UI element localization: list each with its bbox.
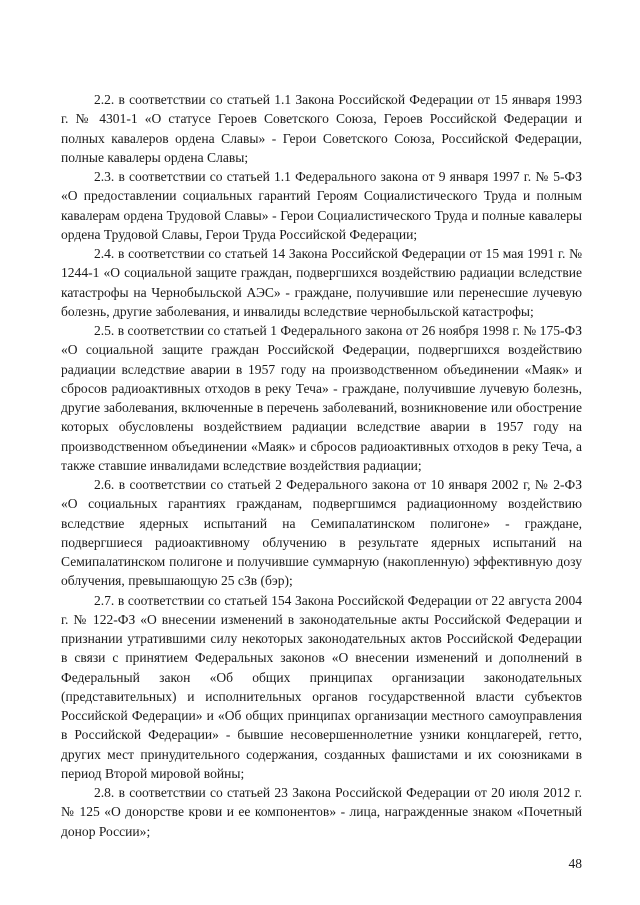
paragraph-2-4: 2.4. в соответствии со статьей 14 Закона Российской Федерации от 15 мая 1991 г. № 1244-1 «О социальной защите граждан, подвергшихся воздействию радиации вследствие катастрофы на Чернобыльской АЭС» - граждане, получившие или перенесшие лучевую болезнь, другие заболевания, и инвалиды вследствие чернобыльской катастрофы; bbox=[61, 246, 582, 319]
paragraph-2-3: 2.3. в соответствии со статьей 1.1 Федерального закона от 9 января 1997 г. № 5-ФЗ «О предоставлении социальных гарантий Героям Социалистического Труда и полным кавалерам ордена Трудовой Славы» - Герои Социалистического Труда и полные кавалеры ордена Трудовой Славы, Герои Труда Российской Федерации; bbox=[61, 169, 582, 242]
paragraph-2-6: 2.6. в соответствии со статьей 2 Федерального закона от 10 января 2002 г, № 2-ФЗ «О социальных гарантиях гражданам, подвергшимся радиационному воздействию вследствие ядерных испытаний на Семипалатинском полигоне» - граждане, подвергшиеся радиоактивному облучению в результате ядерных испытаний на Семипалатинском полигоне и получившие суммарную (накопленную) эффективную дозу облучения, превышающую 25 сЗв (бэр); bbox=[61, 477, 582, 589]
paragraph-2-5: 2.5. в соответствии со статьей 1 Федерального закона от 26 ноября 1998 г. № 175-ФЗ «О социальной защите граждан Российской Федерации, подвергшихся воздействию радиации вследствие аварии в 1957 году на производственном объединении «Маяк» и сбросов радиоактивных отходов в реку Теча» - граждане, получившие лучевую болезнь, другие заболевания, включенные в перечень заболеваний, возникновение или обострение которых обусловлены воздействием радиации вследствие аварии в 1957 году на производственном объединении «Маяк» и сбросов радиоактивных отходов в реку Теча, а также ставшие инвалидами вследствие воздействия радиации; bbox=[61, 323, 582, 473]
paragraph-2-8: 2.8. в соответствии со статьей 23 Закона Российской Федерации от 20 июля 2012 г. № 125 «О донорстве крови и ее компонентов» - лица, награжденные знаком «Почетный донор России»; bbox=[61, 785, 582, 839]
paragraph-2-7: 2.7. в соответствии со статьей 154 Закона Российской Федерации от 22 августа 2004 г. № 122-ФЗ «О внесении изменений в законодательные акты Российской Федерации и признании утратившими силу некоторых законодательных актов Российской Федерации в связи с принятием Федеральных законов «О внесении изменений и дополнений в Федеральный закон «Об общих принципах организации законодательных (представительных) и исполнительных органов государственной власти субъектов Российской Федерации» и «Об общих принципах организации местного самоуправления в Российской Федерации» - бывшие несовершеннолетние узники концлагерей, гетто, других мест принудительного содержания, созданных фашистами и их союзниками в период Второй мировой войны; bbox=[61, 592, 582, 781]
paragraph-2-2: 2.2. в соответствии со статьей 1.1 Закона Российской Федерации от 15 января 1993 г. № 4301-1 «О статусе Героев Советского Союза, Героев Российской Федерации и полных кавалеров ордена Славы» - Герои Советского Союза, Российской Федерации, полные кавалеры ордена Славы; bbox=[61, 92, 582, 165]
page-number: 48 bbox=[568, 856, 582, 871]
